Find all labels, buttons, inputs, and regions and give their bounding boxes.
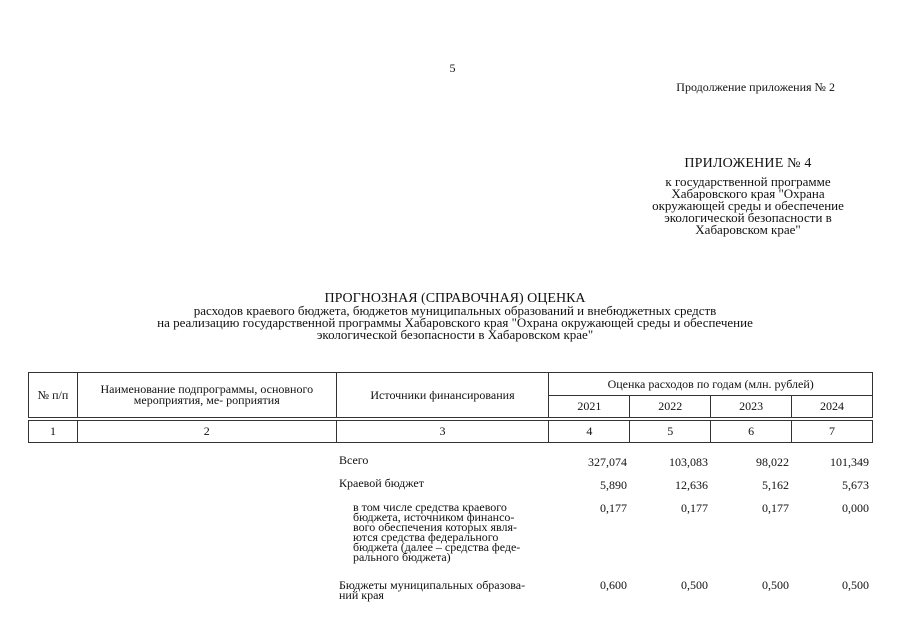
value-cell: 101,349: [830, 455, 869, 469]
appendix-line: экологической безопасности в: [664, 210, 832, 225]
appendix-line: Хабаровском крае": [695, 222, 801, 237]
value-cell: 5,890: [600, 478, 627, 492]
row-source-line: рального бюджета): [353, 550, 451, 564]
col-number: 5: [630, 421, 711, 443]
header-year: 2022: [630, 396, 711, 418]
value-cell: 0,177: [681, 501, 708, 515]
value-cell: 98,022: [756, 455, 789, 469]
row-source-total: Всего: [339, 453, 369, 467]
page-number: 5: [449, 61, 456, 75]
col-number: 7: [792, 421, 873, 443]
appendix-line: Хабаровского края "Охрана: [671, 186, 825, 201]
col-number: 2: [77, 421, 336, 443]
value-cell: 0,000: [842, 501, 869, 515]
value-cell: 12,636: [675, 478, 708, 492]
row-source-line: в том числе средства краевого: [353, 500, 507, 514]
header-estimate: Оценка расходов по годам (млн. рублей): [549, 373, 873, 396]
col-number: 1: [29, 421, 78, 443]
document-subtitle-line: экологической безопасности в Хабаровском крае": [316, 327, 594, 342]
header-source: Источники финансирования: [336, 373, 549, 418]
row-source-line: бюджета (далее – средства феде-: [353, 540, 521, 554]
row-source-federal: [353, 502, 543, 562]
document-subtitle-line: на реализацию государственной программы Хабаровского края "Охрана окружающей среды и обеспечение: [157, 315, 753, 330]
value-cell: 327,074: [588, 455, 627, 469]
col-number: 3: [336, 421, 549, 443]
row-source-line: ний края: [339, 588, 384, 602]
header-name: Наименование подпрограммы, основного мероприятия, ме- роприятия: [77, 373, 336, 418]
header-table: [28, 372, 873, 443]
value-cell: 0,177: [600, 501, 627, 515]
row-source-municipal: [339, 580, 549, 600]
row-source-line: вого обеспечения которых явля-: [353, 520, 518, 534]
value-cell: 0,177: [762, 501, 789, 515]
value-cell: 0,500: [842, 578, 869, 592]
row-source-line: ются средства федерального: [353, 530, 499, 544]
header-num: № п/п: [29, 373, 78, 418]
header-year: 2021: [549, 396, 630, 418]
appendix-line: к государственной программе: [665, 174, 831, 189]
row-source-line: Бюджеты муниципальных образова-: [339, 578, 526, 592]
appendix-title: ПРИЛОЖЕНИЕ № 4: [684, 156, 812, 171]
col-number: 6: [711, 421, 792, 443]
col-number: 4: [549, 421, 630, 443]
value-cell: 0,500: [681, 578, 708, 592]
value-cell: 0,500: [762, 578, 789, 592]
header-year: 2023: [711, 396, 792, 418]
row-source-regional: Краевой бюджет: [339, 476, 424, 490]
value-cell: 5,162: [762, 478, 789, 492]
continuation-note: Продолжение приложения № 2: [676, 80, 835, 94]
appendix-block: [628, 156, 868, 236]
appendix-line: окружающей среды и обеспечение: [652, 198, 844, 213]
document-subtitle-line: расходов краевого бюджета, бюджетов муниципальных образований и внебюджетных средств: [193, 303, 717, 318]
row-source-line: бюджета, источником финансо-: [353, 510, 515, 524]
header-year: 2024: [792, 396, 873, 418]
value-cell: 0,600: [600, 578, 627, 592]
document-title-block: [60, 292, 850, 341]
value-cell: 103,083: [669, 455, 708, 469]
document-title: ПРОГНОЗНАЯ (СПРАВОЧНАЯ) ОЦЕНКА: [324, 291, 586, 306]
value-cell: 5,673: [842, 478, 869, 492]
